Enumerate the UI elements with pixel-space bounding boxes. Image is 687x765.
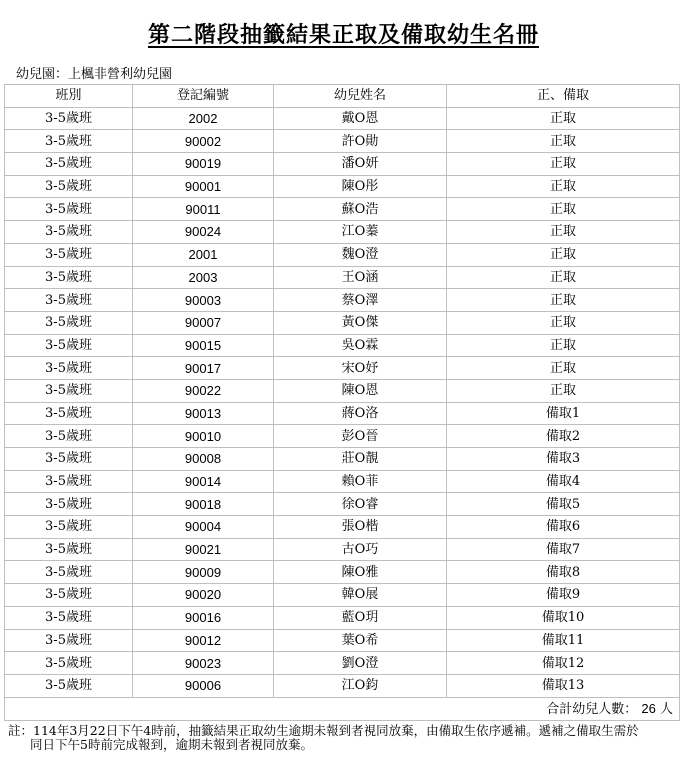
class-cell: 3-5歲班	[5, 379, 133, 402]
table-row	[5, 448, 680, 471]
registration-number-cell: 2002	[133, 107, 274, 130]
child-name-cell: 陳O恩	[274, 379, 447, 402]
table-row	[5, 130, 680, 153]
admission-status-cell: 備取8	[447, 561, 680, 584]
admission-status-cell: 正取	[447, 153, 680, 176]
child-name-cell: 古O巧	[274, 538, 447, 561]
footnote-line-1: 註：114年3月22日下午4時前，抽籤結果正取幼生逾期未報到者視同放棄，由備取生依序遞補。遞補之備取生需於	[8, 723, 639, 738]
registration-number-cell: 90003	[133, 289, 274, 312]
table-row	[5, 221, 680, 244]
header-class: 班別	[5, 85, 133, 108]
child-name-cell: 葉O希	[274, 629, 447, 652]
admission-status-cell: 備取7	[447, 538, 680, 561]
registration-number-cell: 90024	[133, 221, 274, 244]
registration-number-cell: 90014	[133, 470, 274, 493]
child-name-cell: 陳O彤	[274, 175, 447, 198]
admission-status-cell: 正取	[447, 311, 680, 334]
admission-status-cell: 正取	[447, 266, 680, 289]
table-row	[5, 402, 680, 425]
footnote	[8, 724, 680, 752]
table-row	[5, 198, 680, 221]
table-row	[5, 107, 680, 130]
total-cell	[5, 697, 680, 720]
registration-number-cell: 90009	[133, 561, 274, 584]
child-name-cell: 戴O恩	[274, 107, 447, 130]
table-row	[5, 311, 680, 334]
table-row	[5, 652, 680, 675]
class-cell: 3-5歲班	[5, 493, 133, 516]
registration-number-cell: 90020	[133, 584, 274, 607]
total-row	[5, 697, 680, 720]
child-name-cell: 許O勛	[274, 130, 447, 153]
admission-status-cell: 備取9	[447, 584, 680, 607]
class-cell: 3-5歲班	[5, 538, 133, 561]
header-child-name: 幼兒姓名	[274, 85, 447, 108]
registration-number-cell: 90008	[133, 448, 274, 471]
admission-status-cell: 備取13	[447, 674, 680, 697]
registration-number-cell: 90011	[133, 198, 274, 221]
header-admission-status: 正、備取	[447, 85, 680, 108]
admission-status-cell: 備取6	[447, 516, 680, 539]
registration-number-cell: 90018	[133, 493, 274, 516]
registration-number-cell: 2003	[133, 266, 274, 289]
registration-number-cell: 90012	[133, 629, 274, 652]
class-cell: 3-5歲班	[5, 334, 133, 357]
admission-status-cell: 正取	[447, 243, 680, 266]
registration-number-cell: 90002	[133, 130, 274, 153]
admission-status-cell: 備取4	[447, 470, 680, 493]
kindergarten-name: 幼兒園：上楓非營利幼兒園	[16, 67, 173, 82]
class-cell: 3-5歲班	[5, 584, 133, 607]
class-cell: 3-5歲班	[5, 130, 133, 153]
registration-number-cell: 90023	[133, 652, 274, 675]
document-title-text: 第二階段抽籤結果正取及備取幼生名冊	[147, 22, 539, 48]
admission-status-cell: 備取10	[447, 606, 680, 629]
table-row	[5, 379, 680, 402]
class-cell: 3-5歲班	[5, 107, 133, 130]
admission-status-cell: 正取	[447, 289, 680, 312]
class-cell: 3-5歲班	[5, 674, 133, 697]
admission-status-cell: 正取	[447, 334, 680, 357]
child-name-cell: 王O涵	[274, 266, 447, 289]
admission-status-cell: 正取	[447, 357, 680, 380]
admission-status-cell: 備取2	[447, 425, 680, 448]
admission-status-cell: 正取	[447, 379, 680, 402]
class-cell: 3-5歲班	[5, 629, 133, 652]
table-row	[5, 606, 680, 629]
class-cell: 3-5歲班	[5, 448, 133, 471]
child-name-cell: 蔣O洛	[274, 402, 447, 425]
child-name-cell: 吳O霖	[274, 334, 447, 357]
class-cell: 3-5歲班	[5, 243, 133, 266]
child-name-cell: 蘇O浩	[274, 198, 447, 221]
admission-status-cell: 正取	[447, 107, 680, 130]
child-name-cell: 江O鈞	[274, 674, 447, 697]
class-cell: 3-5歲班	[5, 652, 133, 675]
table-row	[5, 425, 680, 448]
class-cell: 3-5歲班	[5, 561, 133, 584]
child-name-cell: 藍O玥	[274, 606, 447, 629]
table-row	[5, 334, 680, 357]
header-registration-number: 登記編號	[133, 85, 274, 108]
child-name-cell: 韓O展	[274, 584, 447, 607]
class-cell: 3-5歲班	[5, 175, 133, 198]
child-name-cell: 陳O雅	[274, 561, 447, 584]
child-name-cell: 黃O傑	[274, 311, 447, 334]
table-row	[5, 538, 680, 561]
registration-number-cell: 90017	[133, 357, 274, 380]
class-cell: 3-5歲班	[5, 606, 133, 629]
child-name-cell: 彭O晉	[274, 425, 447, 448]
child-name-cell: 徐O睿	[274, 493, 447, 516]
child-name-cell: 潘O妍	[274, 153, 447, 176]
table-header-row	[5, 85, 680, 108]
admission-status-cell: 正取	[447, 198, 680, 221]
table-row	[5, 175, 680, 198]
class-cell: 3-5歲班	[5, 153, 133, 176]
admission-status-cell: 備取11	[447, 629, 680, 652]
admission-status-cell: 備取3	[447, 448, 680, 471]
registration-number-cell: 90021	[133, 538, 274, 561]
child-name-cell: 張O楷	[274, 516, 447, 539]
class-cell: 3-5歲班	[5, 198, 133, 221]
admission-status-cell: 正取	[447, 130, 680, 153]
registration-number-cell: 90007	[133, 311, 274, 334]
class-cell: 3-5歲班	[5, 516, 133, 539]
table-row	[5, 289, 680, 312]
table-row	[5, 470, 680, 493]
registration-number-cell: 90006	[133, 674, 274, 697]
total-count: 26	[641, 700, 656, 716]
table-row	[5, 674, 680, 697]
footnote-line-2: 同日下午5時前完成報到，逾期未報到者視同放棄。	[30, 737, 313, 752]
class-cell: 3-5歲班	[5, 221, 133, 244]
table-row	[5, 153, 680, 176]
child-name-cell: 江O蓁	[274, 221, 447, 244]
table-row	[5, 243, 680, 266]
admission-status-cell: 備取12	[447, 652, 680, 675]
table-row	[5, 266, 680, 289]
table-row	[5, 584, 680, 607]
child-name-cell: 莊O靚	[274, 448, 447, 471]
table-row	[5, 561, 680, 584]
registration-number-cell: 90010	[133, 425, 274, 448]
table-row	[5, 493, 680, 516]
registration-number-cell: 90015	[133, 334, 274, 357]
class-cell: 3-5歲班	[5, 266, 133, 289]
class-cell: 3-5歲班	[5, 357, 133, 380]
admission-status-cell: 備取5	[447, 493, 680, 516]
table-row	[5, 357, 680, 380]
class-cell: 3-5歲班	[5, 425, 133, 448]
child-name-cell: 蔡O澤	[274, 289, 447, 312]
class-cell: 3-5歲班	[5, 470, 133, 493]
registration-number-cell: 90016	[133, 606, 274, 629]
registration-number-cell: 90004	[133, 516, 274, 539]
registration-number-cell: 90001	[133, 175, 274, 198]
child-name-cell: 賴O菲	[274, 470, 447, 493]
total-label: 合計幼兒人數：	[546, 701, 638, 717]
admission-status-cell: 正取	[447, 175, 680, 198]
child-name-cell: 宋O妤	[274, 357, 447, 380]
registration-number-cell: 90022	[133, 379, 274, 402]
child-name-cell: 劉O澄	[274, 652, 447, 675]
child-name-cell: 魏O澄	[274, 243, 447, 266]
roster-table	[4, 84, 680, 721]
document-title	[0, 18, 687, 49]
class-cell: 3-5歲班	[5, 289, 133, 312]
registration-number-cell: 90019	[133, 153, 274, 176]
registration-number-cell: 2001	[133, 243, 274, 266]
admission-status-cell: 正取	[447, 221, 680, 244]
class-cell: 3-5歲班	[5, 402, 133, 425]
registration-number-cell: 90013	[133, 402, 274, 425]
roster-body	[5, 107, 680, 697]
table-row	[5, 516, 680, 539]
class-cell: 3-5歲班	[5, 311, 133, 334]
table-row	[5, 629, 680, 652]
total-unit: 人	[659, 701, 673, 717]
admission-status-cell: 備取1	[447, 402, 680, 425]
